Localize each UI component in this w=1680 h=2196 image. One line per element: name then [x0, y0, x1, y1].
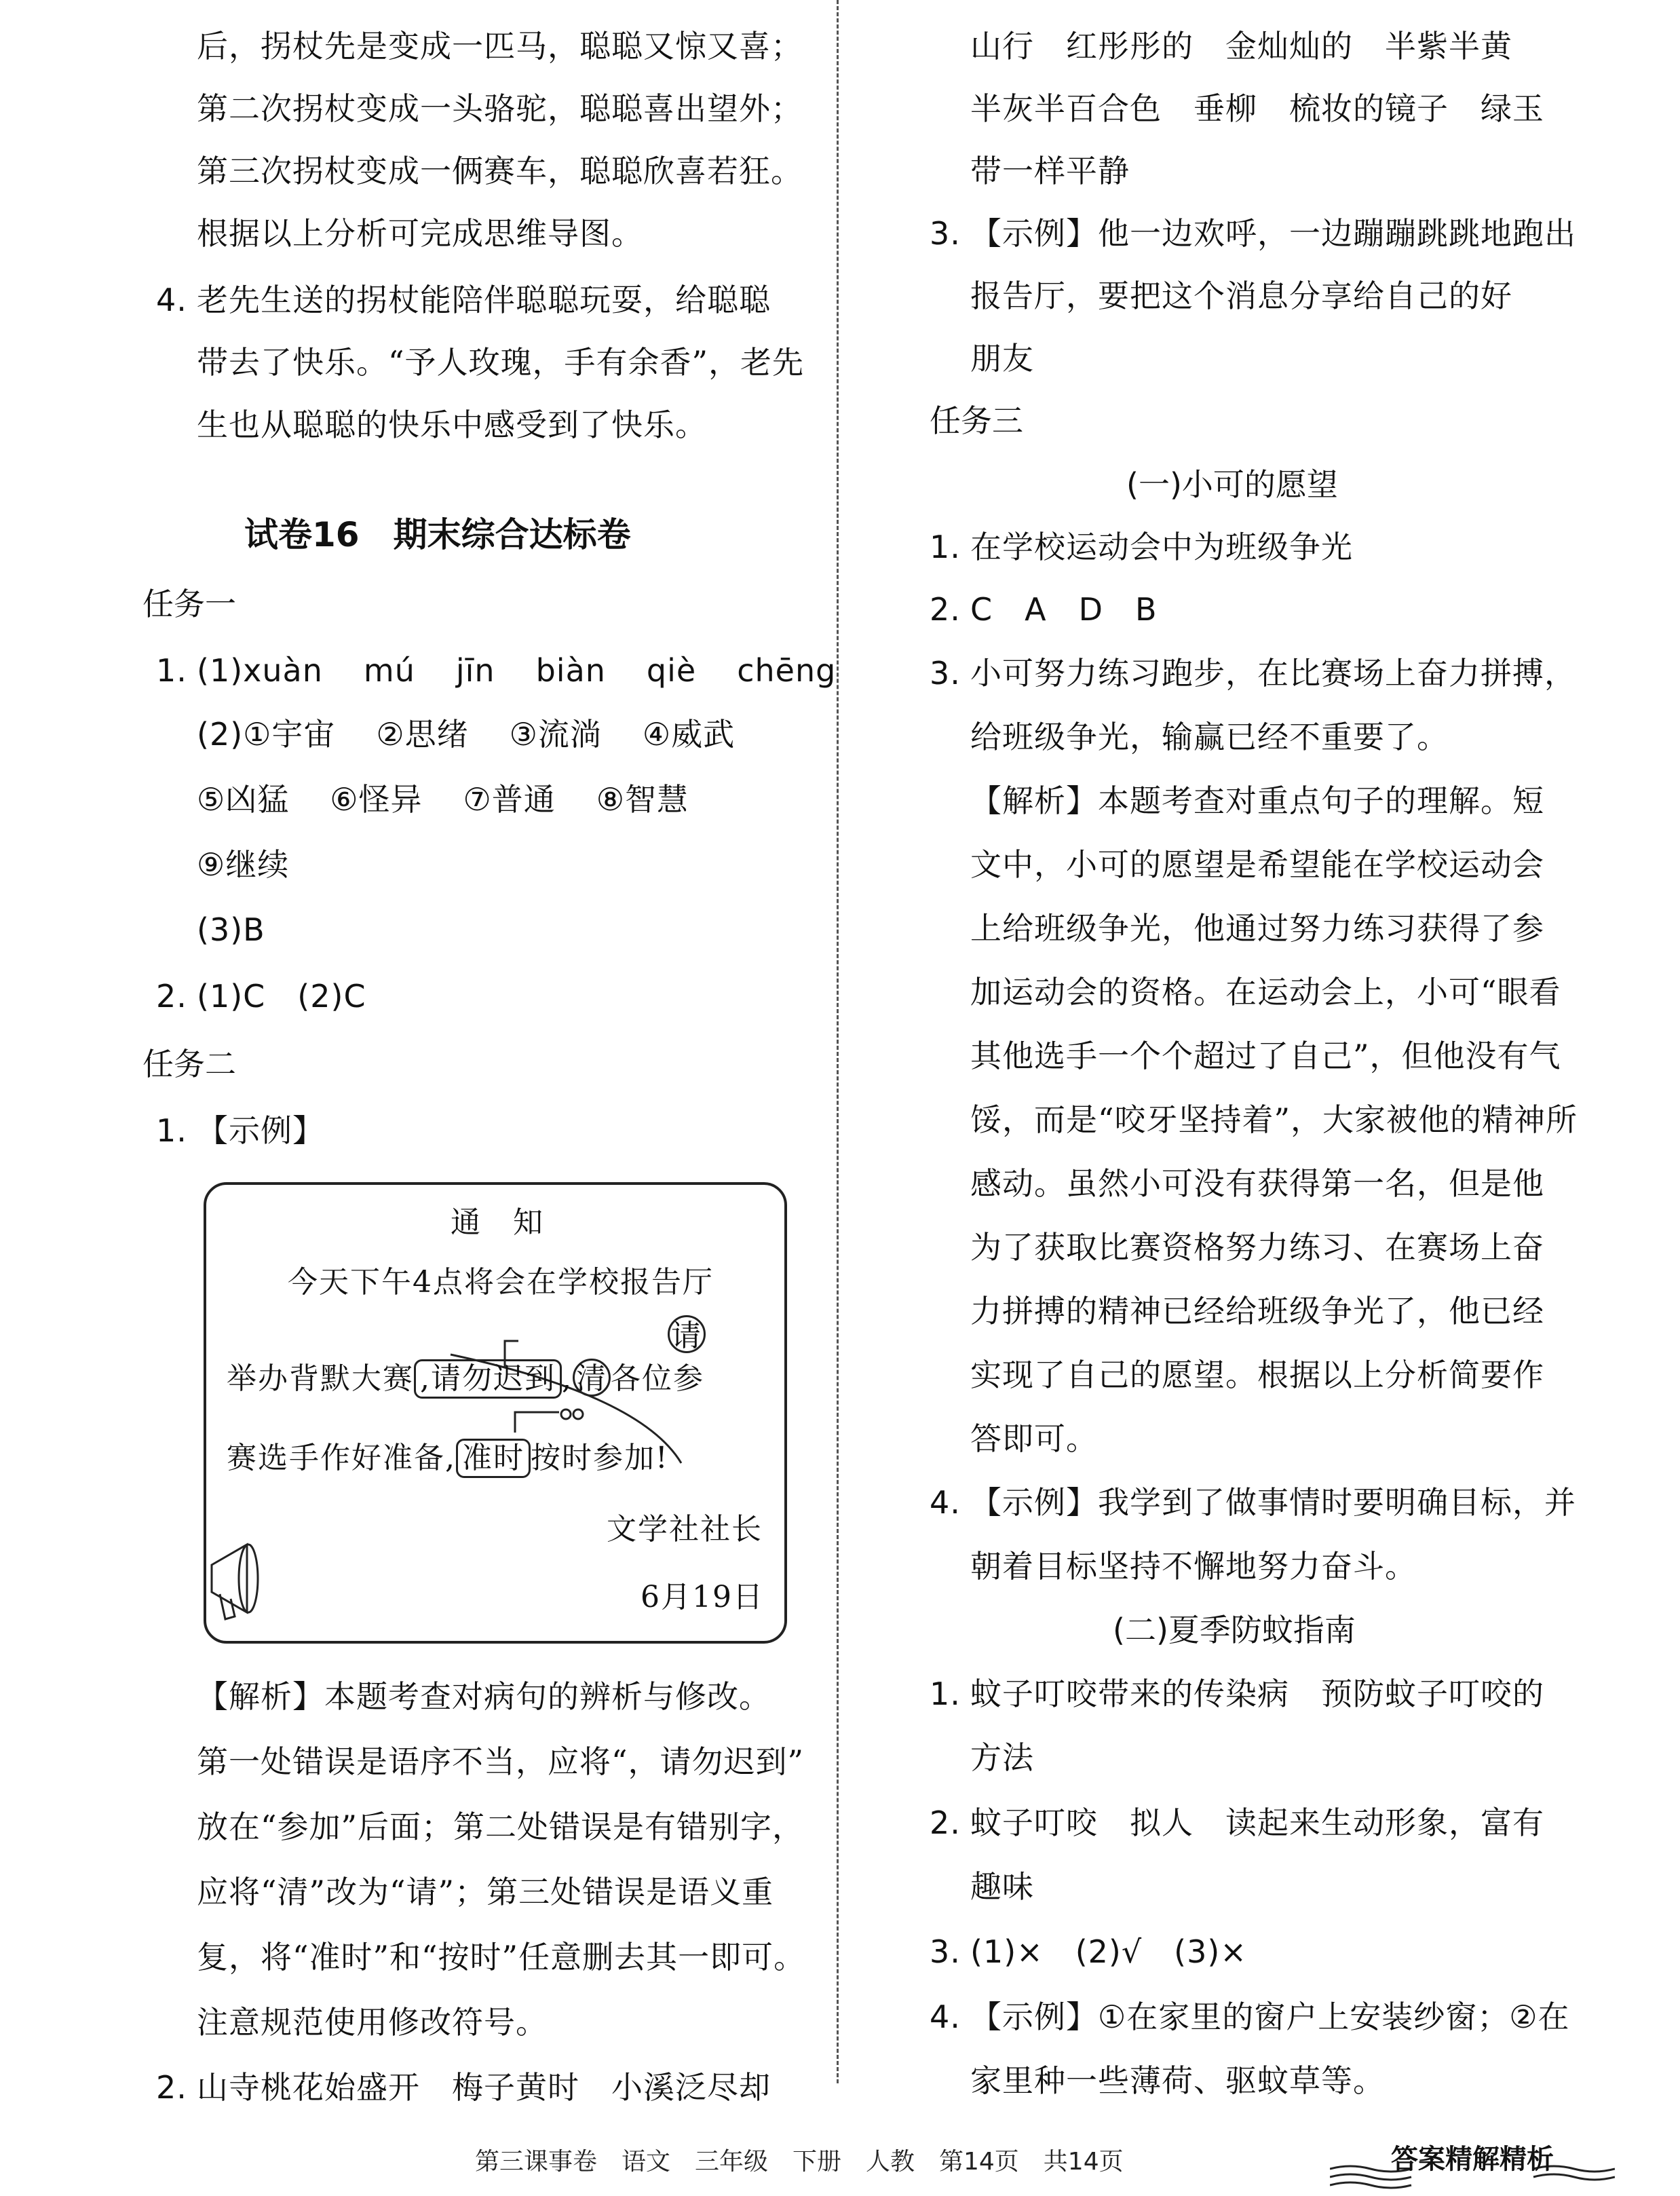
analysis-line: 注意规范使用修改符号。 — [197, 2004, 548, 2041]
section-title: (二)夏季防蚊指南 — [1113, 1612, 1356, 1648]
analysis-line: 应将“清”改为“请”；第三处错误是语义重 — [197, 1874, 774, 1910]
analysis-line: 为了获取比赛资格努力练习、在赛场上奋 — [970, 1229, 1544, 1266]
answer-line: 朝着目标坚持不懈地努力奋斗。 — [970, 1548, 1417, 1585]
answer-line: 报告厅，要把这个消息分享给自己的好 — [970, 278, 1512, 314]
task-heading: 任务二 — [142, 1046, 236, 1082]
paper-title — [244, 513, 631, 556]
answer-line: 小可努力练习跑步，在比赛场上奋力拼搏， — [970, 655, 1576, 692]
answer-line: 山寺桃花始盛开 梅子黄时 小溪泛尽却 — [197, 2069, 771, 2106]
question-number: 3. — [930, 655, 961, 692]
question-number: 2. — [156, 978, 187, 1015]
notice-box — [204, 1182, 787, 1644]
question-number: 1. — [156, 1112, 187, 1149]
answer-line: (1)× (2)√ (3)× — [970, 1933, 1247, 1970]
word-row: ⑤凶猛 ⑥怪异 ⑦普通 ⑧智慧 — [197, 781, 689, 818]
answer-line: 【示例】我学到了做事情时要明确目标，并 — [970, 1484, 1576, 1521]
brand-label: 答案精解精析 — [1391, 2144, 1554, 2175]
question-number: 1. — [930, 1676, 961, 1712]
analysis-line: 放在“参加”后面；第二处错误是有错别字， — [197, 1809, 805, 1845]
question-number: 2. — [930, 1804, 961, 1841]
notice-date: 6月19日 — [641, 1580, 764, 1614]
analysis-line: 其他选手一个个超过了自己”，但他没有气 — [970, 1038, 1561, 1074]
question-number: 3. — [930, 215, 961, 252]
moved-phrase: ,请勿迟到 — [414, 1359, 562, 1399]
text-line: 后，拐杖先是变成一匹马，聪聪又惊又喜； — [197, 28, 803, 64]
notice-line: 赛选手作好准备, 准时 按时参加! — [227, 1439, 669, 1478]
answer-line: 【示例】他一边欢呼，一边蹦蹦跳跳地跑出 — [970, 215, 1576, 252]
analysis-line: 【解析】本题考查对病句的辨析与修改。 — [197, 1678, 771, 1715]
paper-name: 试卷16 — [244, 515, 360, 554]
text-line: 根据以上分析可完成思维导图。 — [197, 215, 643, 252]
answer-line: 方法 — [970, 1739, 1034, 1776]
paper-subtitle: 期末综合达标卷 — [393, 515, 631, 554]
answer-line: 老先生送的拐杖能陪伴聪聪玩耍，给聪聪 — [197, 282, 771, 318]
example-label: 【示例】 — [197, 1112, 324, 1149]
wrong-char: 清 — [573, 1359, 611, 1397]
notice-signature: 文学社社长 — [607, 1512, 763, 1547]
question-number: 2. — [930, 591, 961, 628]
analysis-line: 感动。虽然小可没有获得第一名，但是他 — [970, 1165, 1544, 1202]
megaphone-icon — [212, 1545, 258, 1619]
task-heading: 任务一 — [142, 586, 236, 622]
analysis-line: 复，将“准时”和“按时”任意删去其一即可。 — [197, 1939, 806, 1975]
answer-line: 趣味 — [970, 1868, 1034, 1905]
pinyin-row: (1)xuàn mú jīn biàn qiè chēng — [197, 652, 837, 689]
answer-line: 带去了快乐。“予人玫瑰，手有余香”，老先 — [197, 344, 805, 381]
analysis-line: 文中，小可的愿望是希望能在学校运动会 — [970, 846, 1544, 883]
inserted-char: 请 — [668, 1315, 706, 1353]
text-line: 第三次拐杖变成一俩赛车，聪聪欣喜若狂。 — [197, 153, 803, 189]
answer-line: 半灰半百合色 垂柳 梳妆的镜子 绿玉 — [970, 90, 1544, 127]
analysis-line: 【解析】本题考查对重点句子的理解。短 — [970, 782, 1544, 819]
question-number: 3. — [930, 1933, 961, 1970]
answer-line: (3)B — [197, 911, 265, 948]
answer-line: 生也从聪聪的快乐中感受到了快乐。 — [197, 406, 707, 443]
notice-line: 今天下午4点将会在学校报告厅 — [288, 1265, 714, 1300]
question-number: 2. — [156, 2069, 187, 2106]
answer-line: 家里种一些薄荷、驱蚊草等。 — [970, 2062, 1385, 2099]
notice-line: 举办背默大赛 ,请勿迟到 , 清 各位参 — [227, 1359, 704, 1399]
analysis-line: 实现了自己的愿望。根据以上分析简要作 — [970, 1357, 1544, 1393]
answer-line: 朋友 — [970, 340, 1034, 377]
answer-line: 给班级争光，输赢已经不重要了。 — [970, 719, 1449, 755]
answer-line: 【示例】①在家里的窗户上安装纱窗；②在 — [970, 1999, 1570, 2035]
analysis-line: 答即可。 — [970, 1420, 1098, 1457]
word-row: ⑨继续 — [197, 846, 290, 883]
question-number: 1. — [930, 529, 961, 565]
question-number: 4. — [930, 1999, 961, 2035]
question-number: 4. — [156, 282, 187, 318]
answer-line: 蚊子叮咬 拟人 读起来生动形象，富有 — [970, 1804, 1544, 1841]
correction-marks — [206, 1185, 790, 1646]
text-line: 第二次拐杖变成一头骆驼，聪聪喜出望外； — [197, 90, 803, 127]
answer-line: 在学校运动会中为班级争光 — [970, 529, 1353, 565]
analysis-line: 上给班级争光，他通过努力练习获得了参 — [970, 910, 1544, 947]
word-row: (2)①宇宙 ②思绪 ③流淌 ④威武 — [197, 716, 736, 753]
deleted-word: 准时 — [456, 1439, 531, 1478]
page-footer — [0, 2138, 1680, 2196]
analysis-line: 第一处错误是语序不当，应将“，请勿迟到” — [197, 1743, 805, 1780]
question-number: 1. — [156, 652, 187, 689]
notice-title: 通 知 — [451, 1205, 544, 1240]
question-number: 4. — [930, 1484, 961, 1521]
answer-line: C A D B — [970, 591, 1158, 628]
column-divider — [837, 0, 839, 2083]
section-title: (一)小可的愿望 — [1126, 466, 1338, 503]
analysis-line: 馁，而是“咬牙坚持着”，大家被他的精神所 — [970, 1101, 1578, 1138]
analysis-line: 加运动会的资格。在运动会上，小可“眼看 — [970, 974, 1561, 1010]
answer-line: (1)C (2)C — [197, 978, 366, 1015]
answer-line: 蚊子叮咬带来的传染病 预防蚊子叮咬的 — [970, 1676, 1544, 1712]
answer-line: 带一样平静 — [970, 153, 1130, 189]
footer-info: 第三课事卷 语文 三年级 下册 人教 第14页 共14页 — [475, 2148, 1124, 2176]
answer-line: 山行 红彤彤的 金灿灿的 半紫半黄 — [970, 28, 1512, 64]
analysis-line: 力拼搏的精神已经给班级争光了，他已经 — [970, 1293, 1544, 1329]
task-heading: 任务三 — [930, 402, 1023, 439]
